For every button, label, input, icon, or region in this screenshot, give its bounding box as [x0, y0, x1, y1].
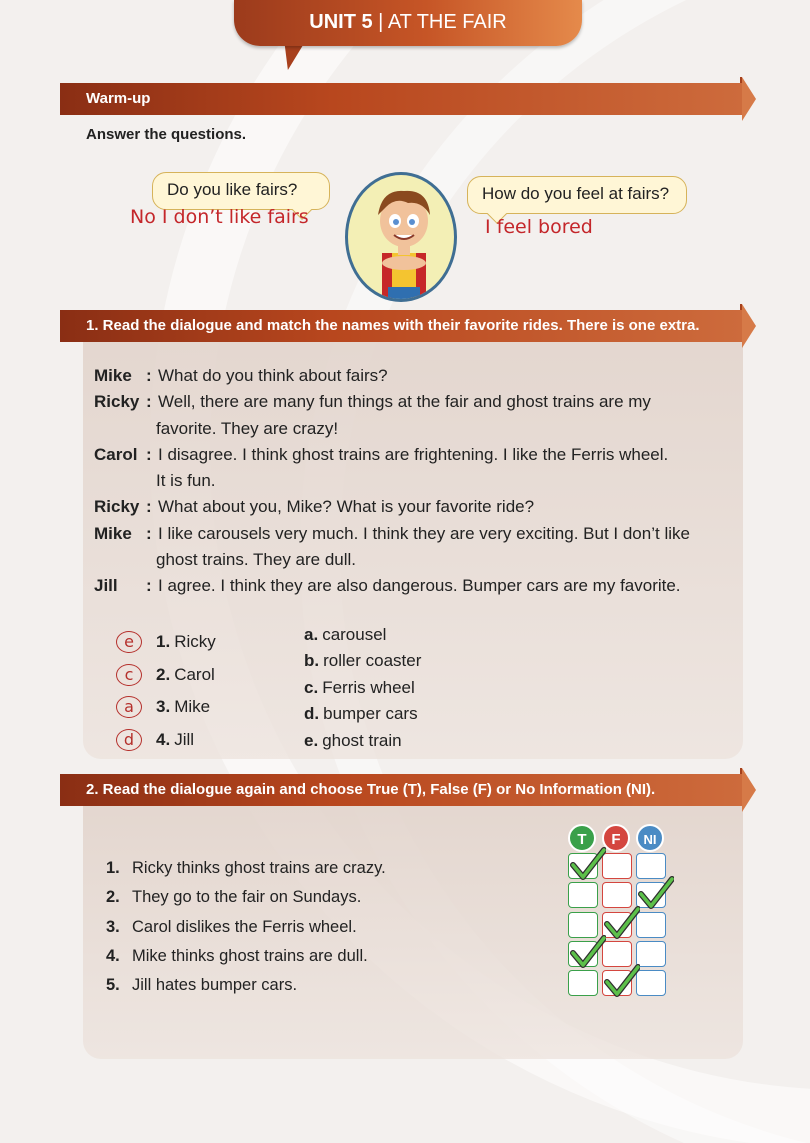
question-2: How do you feel at fairs?: [482, 184, 670, 203]
line-text: I like carousels very much. I think they are very exciting. But I don’t like: [158, 523, 690, 543]
question-1: Do you like fairs?: [167, 180, 298, 199]
dialogue-line: Ricky : What about you, Mike? What is your favorite ride?: [94, 494, 718, 520]
answer-checkbox[interactable]: [636, 970, 666, 996]
answer-circle[interactable]: c: [116, 664, 142, 686]
speaker: Ricky: [94, 392, 140, 412]
ride-item: b. roller coaster: [304, 651, 422, 671]
speaker: Ricky: [94, 497, 140, 517]
dialogue-line: Mike : I like carousels very much. I think they are very exciting. But I don’t like: [94, 521, 718, 547]
answer-checkbox[interactable]: [602, 941, 632, 967]
exercise-2-heading: 2. Read the dialogue again and choose True (T), False (F) or No Information (NI).: [60, 774, 742, 806]
line-text: Well, there are many fun things at the fair and ghost trains are my: [158, 392, 651, 412]
names-list: [116, 626, 216, 756]
exercise-1-heading: 1. Read the dialogue and match the names with their favorite rides. There is one extra.: [60, 310, 742, 342]
match-item[interactable]: a 3. Mike: [116, 691, 216, 724]
line-text: I disagree. I think ghost trains are frightening. I like the Ferris wheel.: [158, 444, 669, 464]
answer-checkbox[interactable]: [568, 970, 598, 996]
speaker: Jill: [94, 576, 118, 596]
check-icon: [604, 906, 640, 940]
dialogue-line: Ricky : Well, there are many fun things at the fair and ghost trains are my: [94, 389, 718, 415]
dialogue-line: Carol : I disagree. I think ghost trains are frightening. I like the Ferris wheel.: [94, 442, 718, 468]
unit-banner: [234, 0, 582, 46]
answer-circle[interactable]: d: [116, 729, 142, 751]
warmup-heading: Warm-up: [60, 83, 742, 115]
line-text: What do you think about fairs?: [158, 366, 388, 385]
statement: 4. Mike thinks ghost trains are dull.: [106, 946, 368, 965]
ride-item: a. carousel: [304, 625, 387, 644]
answer-checkbox[interactable]: [636, 912, 666, 938]
line-text: I agree. I think they are also dangerous. Bumper cars are my favorite.: [158, 576, 681, 596]
answer-checkbox[interactable]: [636, 941, 666, 967]
match-item[interactable]: c 2. Carol: [116, 659, 216, 692]
answer-circle[interactable]: e: [116, 631, 142, 653]
line-text: favorite. They are crazy!: [156, 418, 339, 438]
dialogue: [94, 363, 718, 600]
statement: 5. Jill hates bumper cars.: [106, 976, 298, 995]
statement: 1. Ricky thinks ghost trains are crazy.: [106, 859, 386, 877]
true-head: T: [568, 824, 596, 852]
check-icon: [638, 876, 674, 910]
boy-illustration: [345, 172, 457, 302]
false-head: F: [602, 824, 630, 852]
unit-title: AT THE FAIR: [387, 11, 507, 33]
dialogue-line: Mike : What do you think about fairs?: [94, 363, 718, 389]
line-text: What about you, Mike? What is your favorite ride?: [158, 497, 535, 517]
answer-checkbox[interactable]: [568, 912, 598, 938]
answer-1: No I don’t like fairs: [130, 206, 309, 228]
rides-list: [304, 622, 421, 754]
statements-list: [106, 855, 386, 1001]
match-item[interactable]: e 1. Ricky: [116, 626, 216, 659]
question-bubble-1: [152, 172, 330, 210]
answer-checkbox[interactable]: [602, 853, 632, 879]
check-icon: [604, 964, 640, 998]
dialogue-line: Jill : I agree. I think they are also dangerous. Bumper cars are my favorite.: [94, 573, 718, 599]
ride-item: c. Ferris wheel: [304, 677, 415, 697]
no-info-head: NI: [636, 824, 664, 852]
ride-item: e. ghost train: [304, 730, 402, 750]
warmup-instruction: Answer the questions.: [86, 126, 247, 143]
unit-separator: |: [378, 11, 384, 33]
check-icon: [570, 935, 606, 969]
check-icon: [570, 847, 606, 881]
unit-number: UNIT 5: [309, 11, 373, 33]
statement: 2. They go to the fair on Sundays.: [106, 888, 362, 907]
speaker: Mike: [94, 523, 132, 543]
match-item[interactable]: d 4. Jill: [116, 724, 216, 757]
ride-item: d. bumper cars: [304, 704, 418, 724]
line-text: ghost trains. They are dull.: [156, 550, 357, 570]
answer-checkbox[interactable]: [568, 882, 598, 908]
answer-circle[interactable]: a: [116, 696, 142, 718]
answer-checkbox[interactable]: [636, 853, 666, 879]
answer-2: I feel bored: [485, 216, 593, 238]
answer-checkbox[interactable]: [602, 882, 632, 908]
question-bubble-2: [467, 176, 687, 214]
line-text: It is fun.: [156, 471, 216, 491]
speaker: Carol: [94, 444, 138, 464]
speaker: Mike: [94, 366, 132, 385]
statement: 3. Carol dislikes the Ferris wheel.: [106, 917, 357, 936]
